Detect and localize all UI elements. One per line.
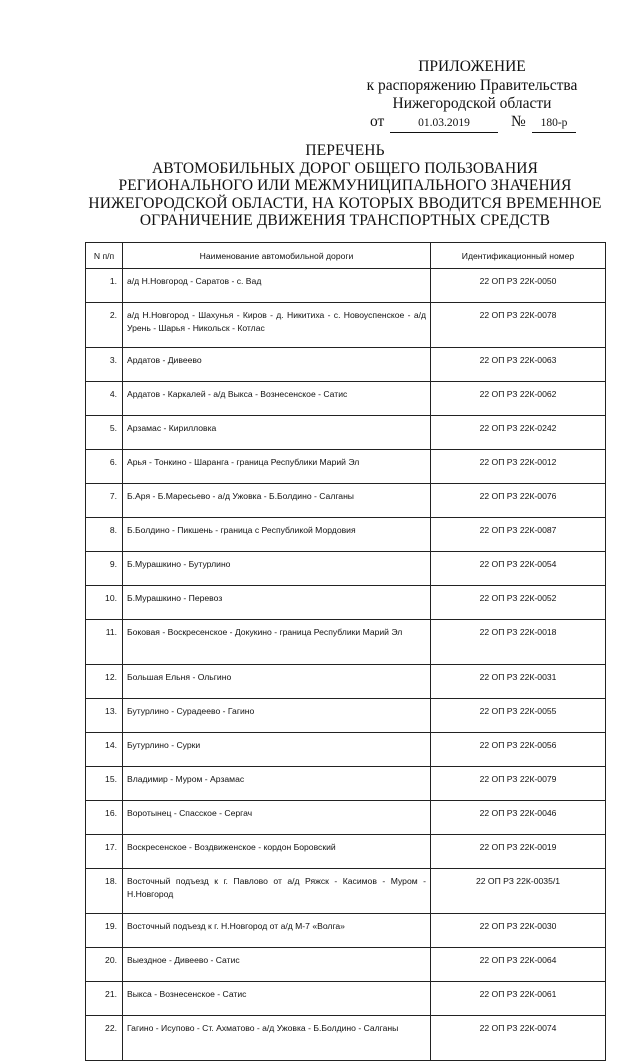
road-name: Б.Мурашкино - Бутурлино: [123, 552, 431, 586]
row-number: 18.: [86, 869, 123, 914]
column-header-number: N п/п: [86, 243, 123, 269]
table-row: [86, 914, 606, 948]
road-name: Восточный подъезд к г. Н.Новгород от а/д М-7 «Волга»: [123, 914, 431, 948]
road-identifier: 22 ОП РЗ 22К-0031: [431, 665, 606, 699]
road-identifier: 22 ОП РЗ 22К-0046: [431, 801, 606, 835]
road-identifier: 22 ОП РЗ 22К-0064: [431, 948, 606, 982]
road-name: Выкса - Вознесенское - Сатис: [123, 982, 431, 1016]
roads-table: [85, 242, 606, 1061]
column-header-identifier: Идентификационный номер: [431, 243, 606, 269]
road-name: а/д Н.Новгород - Саратов - с. Вад: [123, 269, 431, 303]
table-row: [86, 269, 606, 303]
road-name: Б.Аря - Б.Маресьево - а/д Ужовка - Б.Болдино - Салганы: [123, 484, 431, 518]
row-number: 9.: [86, 552, 123, 586]
number-label: №: [511, 113, 526, 130]
appendix-line-decree: к распоряжению Правительства: [366, 76, 578, 94]
road-name: Б.Болдино - Пикшень - граница с Республикой Мордовия: [123, 518, 431, 552]
road-identifier: 22 ОП РЗ 22К-0012: [431, 450, 606, 484]
road-identifier: 22 ОП РЗ 22К-0074: [431, 1016, 606, 1061]
row-number: 10.: [86, 586, 123, 620]
row-number: 12.: [86, 665, 123, 699]
table-row: [86, 1016, 606, 1061]
road-identifier: 22 ОП РЗ 22К-0052: [431, 586, 606, 620]
row-number: 6.: [86, 450, 123, 484]
road-name: Владимир - Муром - Арзамас: [123, 767, 431, 801]
table-row: [86, 767, 606, 801]
road-name: Боковая - Воскресенское - Докукино - граница Республики Марий Эл: [123, 620, 431, 665]
road-identifier: 22 ОП РЗ 22К-0056: [431, 733, 606, 767]
road-name: Б.Мурашкино - Перевоз: [123, 586, 431, 620]
table-header-row: [86, 243, 606, 269]
road-identifier: 22 ОП РЗ 22К-0030: [431, 914, 606, 948]
road-name: Большая Ельня - Ольгино: [123, 665, 431, 699]
row-number: 14.: [86, 733, 123, 767]
road-identifier: 22 ОП РЗ 22К-0054: [431, 552, 606, 586]
table-row: [86, 586, 606, 620]
table-row: [86, 869, 606, 914]
road-name: Бутурлино - Сурадеево - Гагино: [123, 699, 431, 733]
title-line: ОГРАНИЧЕНИЕ ДВИЖЕНИЯ ТРАНСПОРТНЫХ СРЕДСТВ: [139, 212, 551, 230]
road-identifier: 22 ОП РЗ 22К-0035/1: [431, 869, 606, 914]
table-row: [86, 801, 606, 835]
row-number: 13.: [86, 699, 123, 733]
row-number: 3.: [86, 348, 123, 382]
road-identifier: 22 ОП РЗ 22К-0063: [431, 348, 606, 382]
row-number: 16.: [86, 801, 123, 835]
road-name: Гагино - Исупово - Ст. Ахматово - а/д Ужовка - Б.Болдино - Салганы: [123, 1016, 431, 1061]
road-identifier: 22 ОП РЗ 22К-0019: [431, 835, 606, 869]
table-row: [86, 416, 606, 450]
road-identifier: 22 ОП РЗ 22К-0018: [431, 620, 606, 665]
document-title: [85, 142, 605, 230]
table-row: [86, 450, 606, 484]
decree-date: 01.03.2019: [390, 114, 498, 133]
row-number: 17.: [86, 835, 123, 869]
road-name: а/д Н.Новгород - Шахунья - Киров - д. Никитиха - с. Новоуспенское - а/д Урень - Шарья - Никольск - Котлас: [123, 303, 431, 348]
road-name: Восточный подъезд к г. Павлово от а/д Ряжск - Касимов - Муром - Н.Новгород: [123, 869, 431, 914]
road-identifier: 22 ОП РЗ 22К-0079: [431, 767, 606, 801]
table-row: [86, 348, 606, 382]
row-number: 15.: [86, 767, 123, 801]
decree-number: 180-р: [532, 114, 576, 133]
title-line: ПЕРЕЧЕНЬ: [305, 142, 385, 159]
row-number: 1.: [86, 269, 123, 303]
row-number: 5.: [86, 416, 123, 450]
title-line: РЕГИОНАЛЬНОГО ИЛИ МЕЖМУНИЦИПАЛЬНОГО ЗНАЧЕНИЯ: [118, 177, 572, 195]
decree-date-number: [370, 113, 600, 133]
row-number: 8.: [86, 518, 123, 552]
table-row: [86, 518, 606, 552]
table-row: [86, 484, 606, 518]
table-row: [86, 835, 606, 869]
table-row: [86, 948, 606, 982]
title-line: АВТОМОБИЛЬНЫХ ДОРОГ ОБЩЕГО ПОЛЬЗОВАНИЯ: [152, 159, 538, 177]
table-row: [86, 665, 606, 699]
row-number: 7.: [86, 484, 123, 518]
row-number: 2.: [86, 303, 123, 348]
from-label: от: [370, 113, 385, 130]
row-number: 22.: [86, 1016, 123, 1061]
road-name: Выездное - Дивеево - Сатис: [123, 948, 431, 982]
appendix-title: ПРИЛОЖЕНИЕ: [418, 58, 526, 75]
table-row: [86, 982, 606, 1016]
road-identifier: 22 ОП РЗ 22К-0242: [431, 416, 606, 450]
road-name: Ардатов - Каркалей - а/д Выкса - Вознесенское - Сатис: [123, 382, 431, 416]
road-identifier: 22 ОП РЗ 22К-0076: [431, 484, 606, 518]
appendix-line-region: Нижегородской области: [392, 95, 552, 112]
road-name: Воскресенское - Воздвиженское - кордон Боровский: [123, 835, 431, 869]
table-row: [86, 699, 606, 733]
road-identifier: 22 ОП РЗ 22К-0062: [431, 382, 606, 416]
road-identifier: 22 ОП РЗ 22К-0078: [431, 303, 606, 348]
road-identifier: 22 ОП РЗ 22К-0055: [431, 699, 606, 733]
title-line: НИЖЕГОРОДСКОЙ ОБЛАСТИ, НА КОТОРЫХ ВВОДИТСЯ ВРЕМЕННОЕ: [88, 194, 602, 212]
road-name: Ардатов - Дивеево: [123, 348, 431, 382]
appendix-header: [352, 58, 592, 114]
row-number: 19.: [86, 914, 123, 948]
table-row: [86, 552, 606, 586]
table-row: [86, 303, 606, 348]
row-number: 20.: [86, 948, 123, 982]
row-number: 4.: [86, 382, 123, 416]
row-number: 21.: [86, 982, 123, 1016]
table-row: [86, 382, 606, 416]
road-name: Воротынец - Спасское - Сергач: [123, 801, 431, 835]
road-name: Арья - Тонкино - Шаранга - граница Республики Марий Эл: [123, 450, 431, 484]
road-name: Арзамас - Кирилловка: [123, 416, 431, 450]
row-number: 11.: [86, 620, 123, 665]
road-identifier: 22 ОП РЗ 22К-0061: [431, 982, 606, 1016]
table-row: [86, 733, 606, 767]
road-identifier: 22 ОП РЗ 22К-0050: [431, 269, 606, 303]
roads-table-body: [86, 269, 606, 1061]
column-header-road-name: Наименование автомобильной дороги: [123, 243, 431, 269]
table-row: [86, 620, 606, 665]
road-name: Бутурлино - Сурки: [123, 733, 431, 767]
road-identifier: 22 ОП РЗ 22К-0087: [431, 518, 606, 552]
